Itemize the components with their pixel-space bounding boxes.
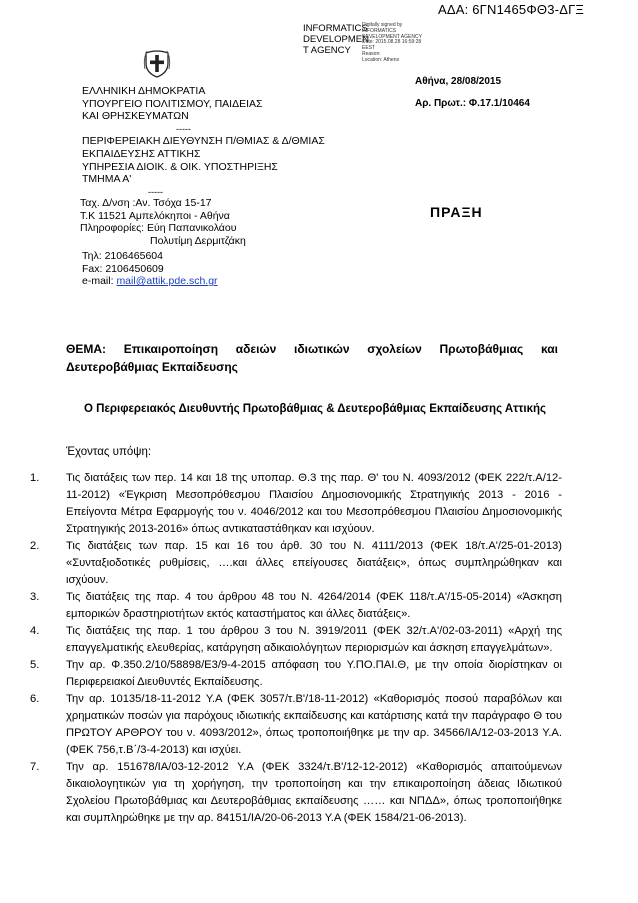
sig-line: DEVELOPMENT AGENCY <box>362 33 422 40</box>
sig-line: EEST <box>362 45 376 52</box>
email-link[interactable]: mail@attik.pde.sch.gr <box>116 275 218 288</box>
authority-line: ΠΕΡΙΦΕΡΕΙΑΚΗ ΔΙΕΥΘΥΝΣΗ Π/ΘΜΙΑΣ & Δ/ΘΜΙΑΣ <box>82 135 325 148</box>
greek-emblem-icon <box>143 47 171 79</box>
date: Αθήνα, 28/08/2015 <box>415 76 502 87</box>
subject-line-2: Δευτεροβάθμιας Εκπαίδευσης <box>66 360 238 374</box>
authority-line: ΚΑΙ ΘΡΗΣΚΕΥΜΑΤΩΝ <box>82 110 189 123</box>
considerations-list <box>30 470 562 827</box>
authority-block <box>82 85 325 198</box>
info-name: Πολυτίμη Δερμιτζάκη <box>150 234 246 247</box>
agency-line: INFORMATICS <box>303 23 368 34</box>
email-line: e-mail: mail@attik.pde.sch.gr <box>82 275 218 288</box>
signature-details <box>362 23 442 64</box>
list-item: 5. Την αρ. Φ.350.2/10/58898/Ε3/9-4-2015 απόφαση του Υ.ΠΟ.ΠΑΙ.Θ, με την οποία διορίστηκαν οι Περιφερειακοί Διευθυντές Εκπαίδευσης. <box>30 659 562 688</box>
authority-line: ΕΚΠΑΙΔΕΥΣΗΣ ΑΤΤΙΚΗΣ <box>82 147 201 160</box>
sig-line: INFORMATICS <box>362 27 397 34</box>
separator: ----- <box>176 123 191 134</box>
street: Ταχ. Δ/νση :Αν. Τσόχα 15-17 <box>80 197 212 209</box>
list-item: 4. Τις διατάξεις της παρ. 1 του άρθρου 3 του Ν. 3919/2011 (ΦΕΚ 32/τ.Α'/02-03-2011) «Αρχή της επαγγελματικής ελευθερίας, κατάργηση αδικαιολόγητων περιορισμών και άσκηση επαγγελμάτων». <box>30 625 562 654</box>
separator: ----- <box>148 186 163 197</box>
address-block <box>80 197 246 247</box>
considering-label: Έχοντας υπόψη: <box>66 446 152 458</box>
ada-code: ΑΔΑ: 6ΓΝ1465ΦΘ3-ΔΓΞ <box>438 2 585 17</box>
tel: Τηλ: 2106465604 <box>82 250 163 262</box>
authority-line: ΤΜΗΜΑ Α' <box>82 173 132 186</box>
contact-block <box>82 250 218 288</box>
list-item: 7. Την αρ. 151678/ΙΑ/03-12-2012 Υ.Α (ΦΕΚ 3324/τ.Β'/12-12-2012) «Καθορισμός απαιτούμενων δικαιολογητικών για τη χορήγηση, την τροποποίηση και την επικαιροποίηση άδειας Ιδιωτικού Σχολείου Πρωτοβάθμιας και Δευτεροβάθμιας εκπαίδευσης …… και ΝΠΔΔ», όπως τροποποιήθηκε και συμπληρώθηκε με την αρ. 84151/ΙΑ/20-06-2013 Υ.Α (ΦΕΚ 1584/21-06-2013). <box>30 761 562 824</box>
agency-line: DEVELOPMEN <box>303 34 369 45</box>
info-line: Πληροφορίες: Εύη Παπανικολάου <box>80 222 237 235</box>
list-item: 3. Τις διατάξεις της παρ. 4 του άρθρου 48 του Ν. 4264/2014 (ΦΕΚ 118/τ.Α'/15-05-2014) «Άσκηση εμπορικών δραστηριοτήτων εκτός καταστήματος και άλλες διατάξεις». <box>30 591 562 620</box>
sig-line: Digitally signed by <box>362 22 403 28</box>
list-item: 6. Την αρ. 10135/18-11-2012 Υ.Α (ΦΕΚ 3057/τ.Β'/18-11-2012) «Καθορισμός ποσού παραβόλων και χρηματικών ποσών για παρόχους ιδιωτικής εκπαίδευσης και κατάρτισης κατά την παράγραφο Θ του ΠΡΩΤΟΥ ΑΡΘΡΟΥ του ν. 4093/2012», όπως τροποποιήθηκε με την αρ. 34566/ΙΑ/12-03-2013 Υ.Α. (ΦΕΚ 756,τ.Β΄/3-4-2013) και ισχύει. <box>30 693 562 756</box>
protocol-number: Αρ. Πρωτ.: Φ.17.1/10464 <box>415 98 530 109</box>
fax: Fax: 2106450609 <box>82 262 164 275</box>
subject-line-1: ΘΕΜΑ: Επικαιροποίηση αδειών ιδιωτικών σχολείων Πρωτοβάθμιας και <box>66 342 558 356</box>
director-heading: Ο Περιφερειακός Διευθυντής Πρωτοβάθμιας & Δευτεροβάθμιας Εκπαίδευσης Αττικής <box>84 403 546 415</box>
agency-line: T AGENCY <box>303 45 351 56</box>
authority-line: ΥΠΗΡΕΣΙΑ ΔΙΟΙΚ. & ΟΙΚ. ΥΠΟΣΤΗΡΙΞΗΣ <box>82 160 278 173</box>
list-item: 2. Τις διατάξεις των παρ. 15 και 16 του άρθ. 30 του Ν. 4111/2013 (ΦΕΚ 18/τ.Α'/25-01-2013) «Συνταξιοδοτικές ρυθμίσεις, ….και άλλες επείγουσες διατάξεις», όπως συμπληρώθηκαν και ισχύουν. <box>30 540 562 586</box>
sig-line: Location: Athens <box>362 56 399 63</box>
postal: Τ.Κ 11521 Αμπελόκηποι - Αθήνα <box>80 209 230 222</box>
sig-line: Date: 2015.08.28 16:59:28 <box>362 39 422 46</box>
action-label: ΠΡΑΞΗ <box>430 204 483 220</box>
sig-line: Reason: <box>362 50 381 57</box>
authority-line: ΕΛΛΗΝΙΚΗ ΔΗΜΟΚΡΑΤΙΑ <box>82 85 206 97</box>
authority-line: ΥΠΟΥΡΓΕΙΟ ΠΟΛΙΤΙΣΜΟΥ, ΠΑΙΔΕΙΑΣ <box>82 97 263 110</box>
subject <box>66 340 558 376</box>
list-item: 1. Τις διατάξεις των περ. 14 και 18 της υποπαρ. Θ.3 της παρ. Θ' του Ν. 4093/2012 (ΦΕΚ 222/τ.Α/12-11-2012) «Έγκριση Μεσοπρόθεσμου Πλαισίου Δημοσιονομικής Στρατηγικής 2013 - 2016 - Επείγοντα Μέτρα Εφαρμογής του ν. 4046/2012 και του Μεσοπρόθεσμου Πλαισίου Δημοσιονομικής Στρατηγικής 2013-2016» όπως αντικαταστάθηκαν και ισχύουν. <box>30 472 562 535</box>
